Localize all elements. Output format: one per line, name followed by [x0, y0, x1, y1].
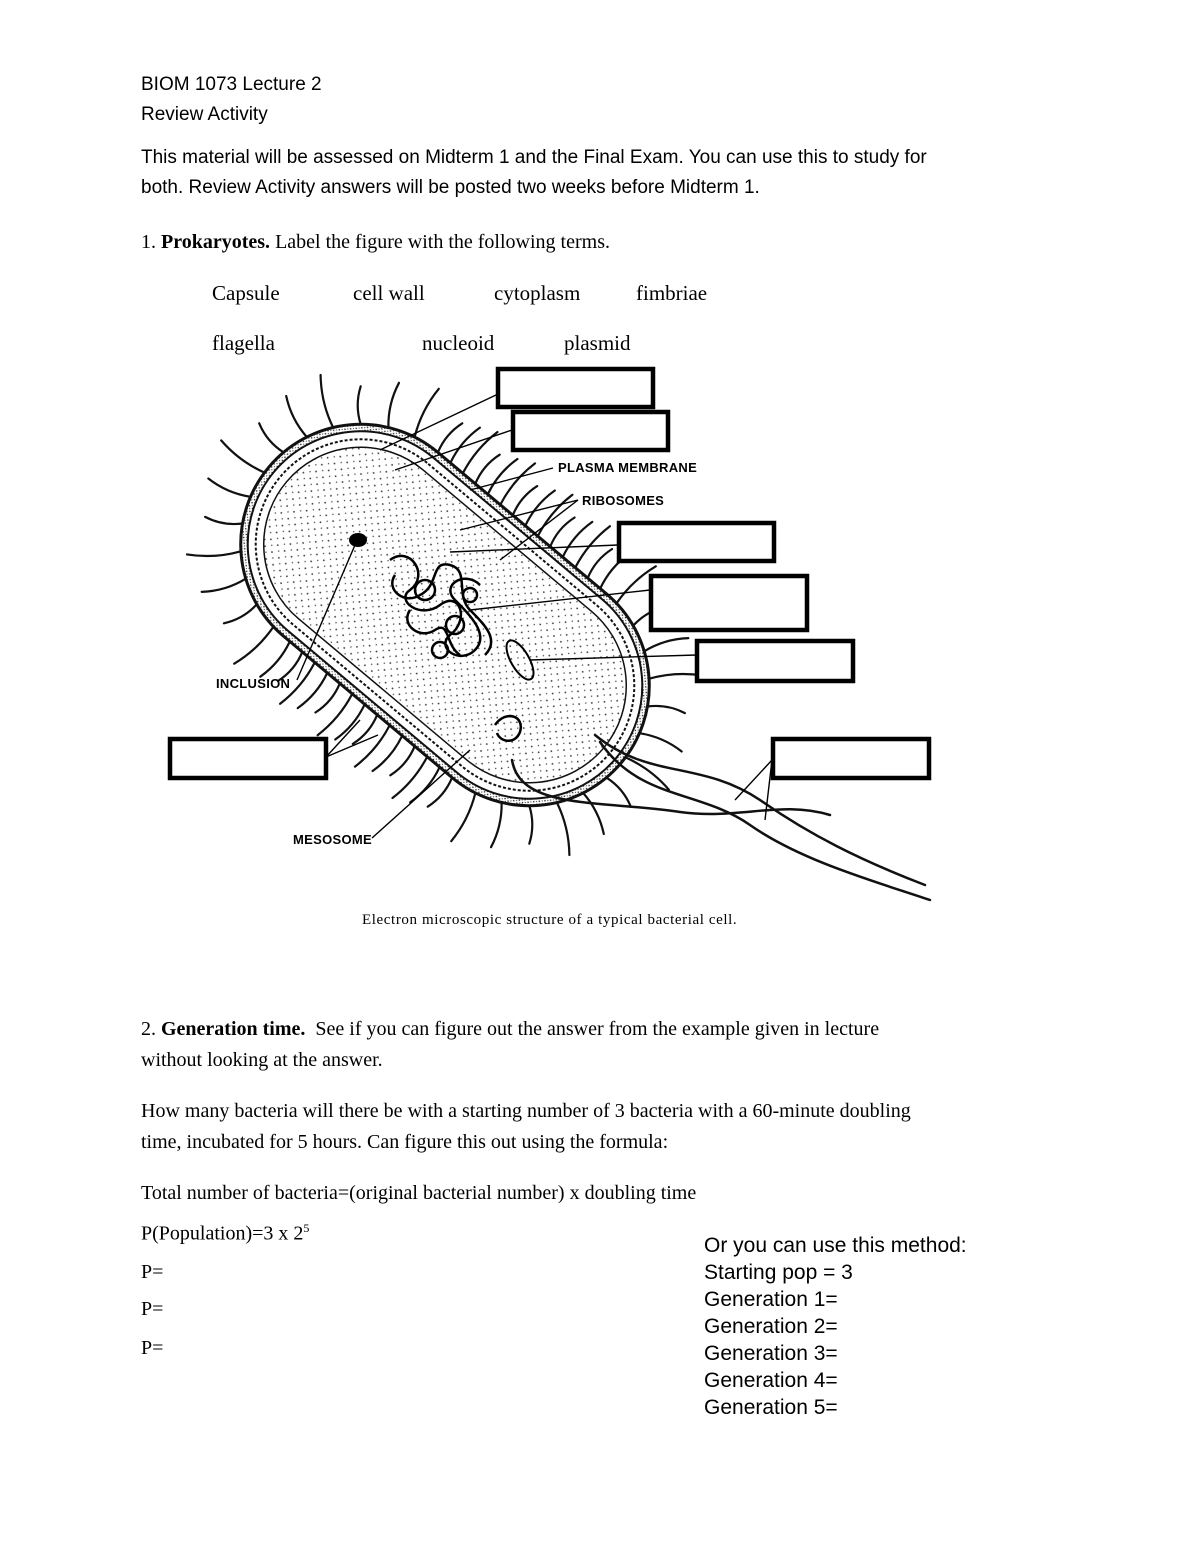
answer-box-7[interactable]	[773, 739, 929, 778]
label-ribosomes: RIBOSOMES	[582, 493, 665, 508]
q2-heading	[141, 1018, 879, 1041]
method-block	[704, 1232, 967, 1421]
fimbria	[529, 806, 532, 844]
term-cell-wall: cell wall	[353, 281, 425, 305]
figure-caption: Electron microscopic structure of a typical bacterial cell.	[362, 912, 738, 928]
fimbria	[335, 704, 365, 739]
fimbria	[187, 551, 241, 556]
label-mesosome: MESOSOME	[293, 832, 372, 847]
answer-box-2[interactable]	[513, 412, 668, 450]
course-title: BIOM 1073 Lecture 2	[141, 74, 322, 95]
fimbria	[259, 423, 283, 452]
term-flagella: flagella	[212, 331, 275, 355]
fimbria	[488, 459, 518, 494]
inclusion-granule	[349, 533, 367, 547]
fimbria	[491, 803, 502, 848]
fimbria	[286, 396, 307, 437]
fimbria	[321, 375, 334, 428]
q1-prompt: Label the figure with the following terms.	[275, 231, 610, 253]
method-heading: Or you can use this method:	[704, 1234, 967, 1257]
term-fimbriae: fimbriae	[636, 281, 708, 305]
method-line-generation-1: Generation 1=	[704, 1288, 838, 1311]
population-equation	[141, 1221, 309, 1246]
population-exponent: 5	[303, 1221, 310, 1235]
term-cytoplasm: cytoplasm	[494, 281, 581, 305]
fimbria	[221, 440, 264, 472]
fimbria	[647, 706, 685, 713]
q2-question-line-2: time, incubated for 5 hours. Can figure this out using the formula:	[141, 1131, 669, 1153]
q2-title: Generation time.	[161, 1018, 306, 1040]
fimbria	[583, 793, 604, 834]
method-line-generation-3: Generation 3=	[704, 1342, 838, 1365]
fimbria	[373, 736, 403, 771]
fimbria	[224, 604, 257, 623]
answer-box-5[interactable]	[697, 641, 853, 681]
method-line-generation-2: Generation 2=	[704, 1315, 838, 1338]
q2-number: 2.	[141, 1018, 156, 1040]
activity-title: Review Activity	[141, 104, 268, 125]
p-line-1: P=	[141, 1261, 164, 1283]
answer-box-4[interactable]	[651, 576, 807, 630]
fimbria	[557, 803, 570, 856]
answer-box-1[interactable]	[498, 369, 653, 407]
p-line-3: P=	[141, 1337, 164, 1359]
method-line-generation-5: Generation 5=	[704, 1396, 838, 1419]
fimbria	[410, 767, 440, 802]
fimbria	[260, 642, 290, 677]
fimbria	[640, 733, 682, 751]
fimbria	[563, 522, 593, 557]
label-plasma-membrane: PLASMA MEMBRANE	[558, 460, 698, 475]
p-line-2: P=	[141, 1298, 164, 1320]
intro-line-2: both. Review Activity answers will be posted two weeks before Midterm 1.	[141, 177, 760, 198]
fimbria	[298, 673, 328, 708]
answer-box-3[interactable]	[619, 523, 774, 561]
term-capsule: Capsule	[212, 281, 280, 305]
fimbria	[606, 778, 630, 807]
fimbria	[208, 479, 250, 497]
term-nucleoid: nucleoid	[422, 331, 495, 355]
fimbria	[415, 389, 439, 437]
fimbria	[388, 383, 399, 428]
fimbria	[205, 517, 243, 524]
fimbria	[644, 638, 688, 651]
fimbria	[234, 627, 273, 664]
method-line-generation-4: Generation 4=	[704, 1369, 838, 1392]
q2-prompt-line-2: without looking at the answer.	[141, 1049, 383, 1071]
method-line-starting-pop: Starting pop = 3	[704, 1261, 853, 1284]
term-plasmid: plasmid	[564, 331, 631, 355]
q1-number: 1.	[141, 231, 156, 253]
fimbria	[451, 793, 475, 841]
fimbria	[202, 579, 246, 592]
fimbria	[450, 428, 480, 463]
q1-title: Prokaryotes.	[161, 231, 271, 253]
fimbria	[358, 386, 361, 424]
bacterial-cell-diagram	[160, 360, 950, 940]
q1-heading	[141, 231, 610, 254]
formula-text: Total number of bacteria=(original bacterial number) x doubling time	[141, 1182, 697, 1204]
answer-box-6[interactable]	[170, 739, 326, 778]
label-inclusion: INCLUSION	[216, 676, 291, 691]
intro-line-1: This material will be assessed on Midterm 1 and the Final Exam. You can use this to study for	[141, 147, 927, 168]
population-base: P(Population)=3 x 2	[141, 1222, 304, 1245]
q2-question-line-1: How many bacteria will there be with a starting number of 3 bacteria with a 60-minute doubling	[141, 1100, 911, 1122]
q2-prompt-line-1: See if you can figure out the answer from the example given in lecture	[315, 1018, 880, 1040]
